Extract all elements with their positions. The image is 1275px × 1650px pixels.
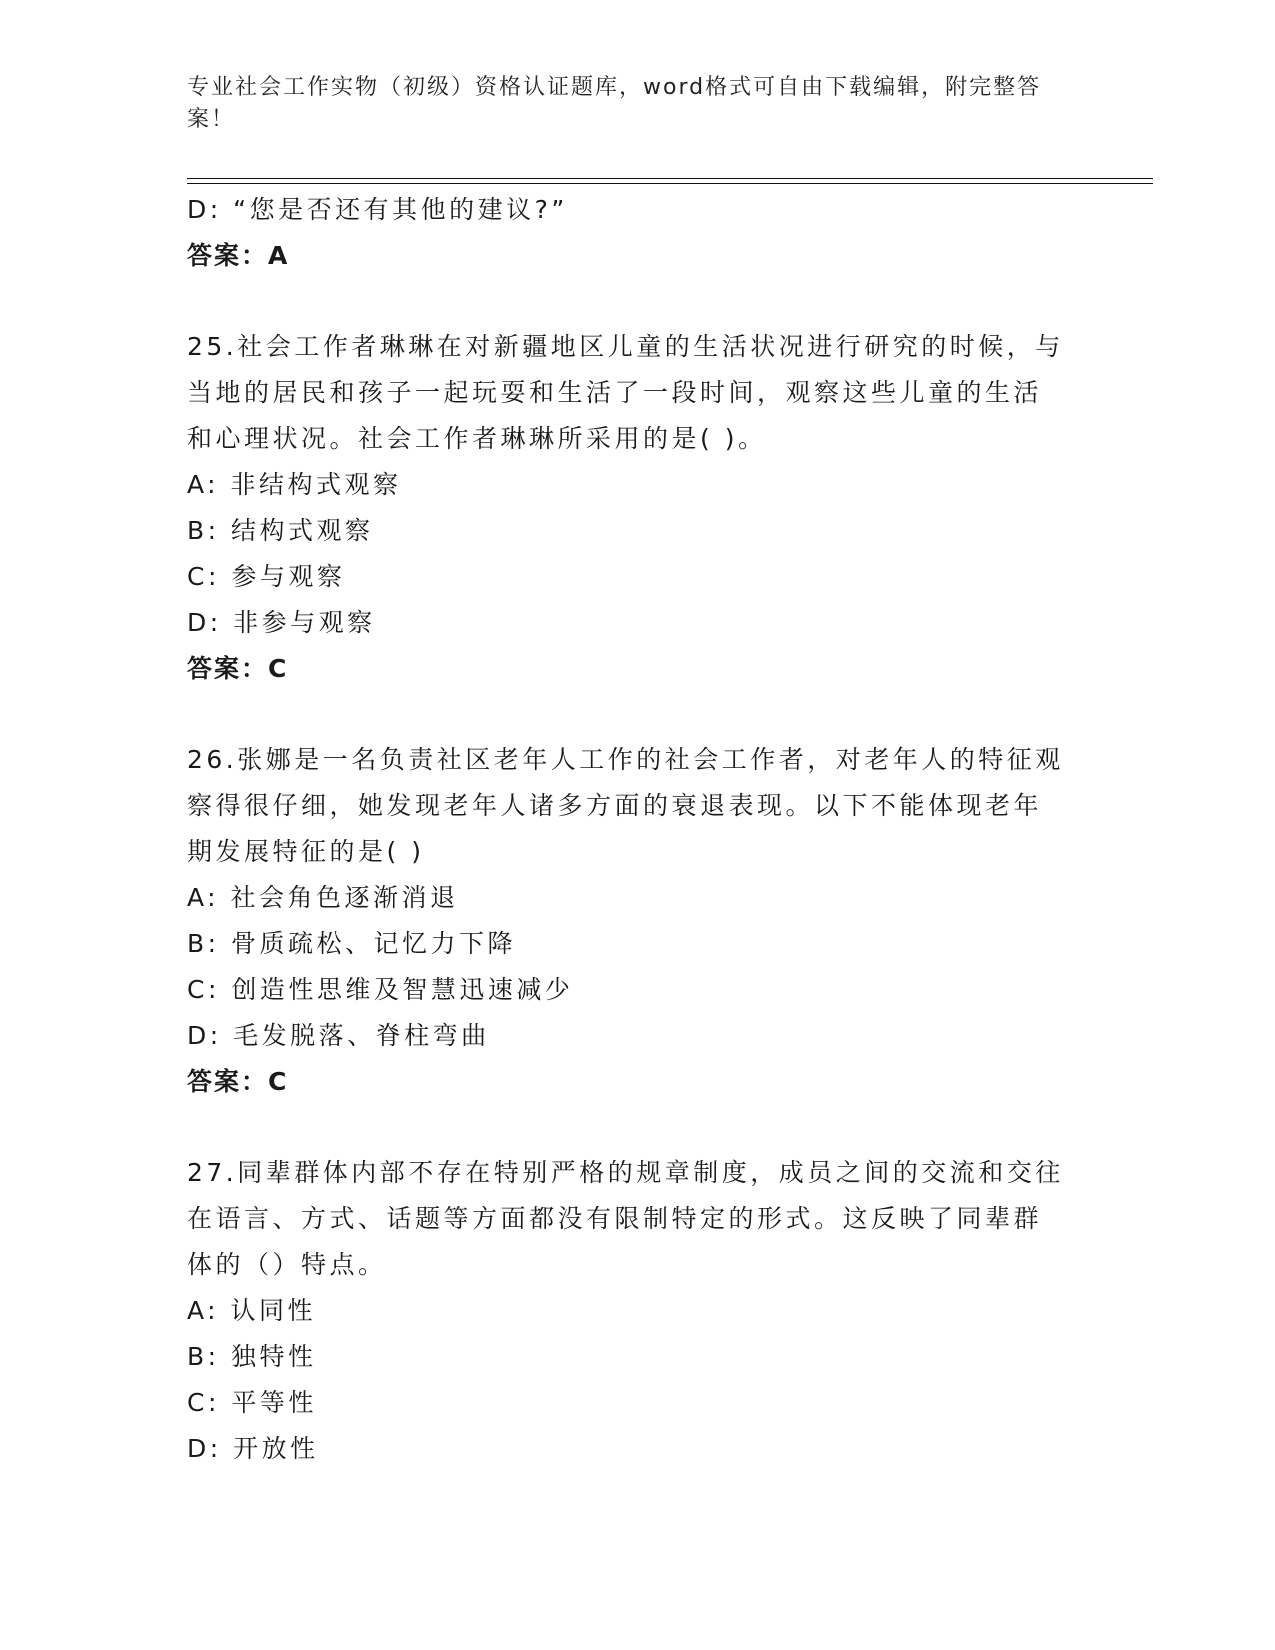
option-d: D: 非参与观察: [187, 608, 376, 637]
header-rule-bottom: [187, 183, 1153, 184]
spacer: [187, 1105, 1087, 1150]
question-text-line: 察得很仔细，她发现老年人诸多方面的衰退表现。以下不能体现老年: [187, 791, 1043, 820]
option-d: D: “您是否还有其他的建议?”: [187, 195, 568, 224]
question-text-line: 和心理状况。社会工作者琳琳所采用的是( )。: [187, 424, 767, 453]
question-text-line: 26.张娜是一名负责社区老年人工作的社会工作者，对老年人的特征观: [187, 745, 1064, 774]
question-text-line: 27.同辈群体内部不存在特别严格的规章制度，成员之间的交流和交往: [187, 1158, 1064, 1187]
option-c: C: 创造性思维及智慧迅速减少: [187, 975, 574, 1004]
option-a: A: 非结构式观察: [187, 470, 402, 499]
option-a: A: 认同性: [187, 1296, 317, 1325]
answer-line: 答案：C: [187, 654, 289, 683]
spacer: [187, 692, 1087, 737]
question-25: [187, 324, 1087, 692]
question-text-line: 在语言、方式、话题等方面都没有限制特定的形式。这反映了同辈群: [187, 1204, 1043, 1233]
option-b: B: 独特性: [187, 1342, 317, 1371]
previous-question-tail: [187, 187, 1087, 279]
option-c: C: 平等性: [187, 1388, 317, 1417]
document-body: [187, 187, 1087, 1472]
header-line-2: 案！: [187, 107, 236, 132]
answer-line: 答案：A: [187, 241, 290, 270]
spacer: [187, 279, 1087, 324]
option-b: B: 结构式观察: [187, 516, 374, 545]
option-a: A: 社会角色逐渐消退: [187, 883, 459, 912]
option-d: D: 毛发脱落、脊柱弯曲: [187, 1021, 490, 1050]
header-line-1: 专业社会工作实物（初级）资格认证题库，word格式可自由下载编辑，附完整答: [187, 75, 1042, 100]
question-26: [187, 737, 1087, 1105]
question-text-line: 期发展特征的是( ): [187, 837, 425, 866]
page-header: [187, 72, 1067, 136]
question-text-line: 25.社会工作者琳琳在对新疆地区儿童的生活状况进行研究的时候，与: [187, 332, 1064, 361]
question-text-line: 当地的居民和孩子一起玩耍和生活了一段时间，观察这些儿童的生活: [187, 378, 1043, 407]
answer-line: 答案：C: [187, 1067, 289, 1096]
question-text-line: 体的（）特点。: [187, 1250, 387, 1279]
option-c: C: 参与观察: [187, 562, 346, 591]
question-27: [187, 1150, 1087, 1472]
option-b: B: 骨质疏松、记忆力下降: [187, 929, 517, 958]
header-rule-top: [187, 178, 1153, 179]
option-d: D: 开放性: [187, 1434, 319, 1463]
